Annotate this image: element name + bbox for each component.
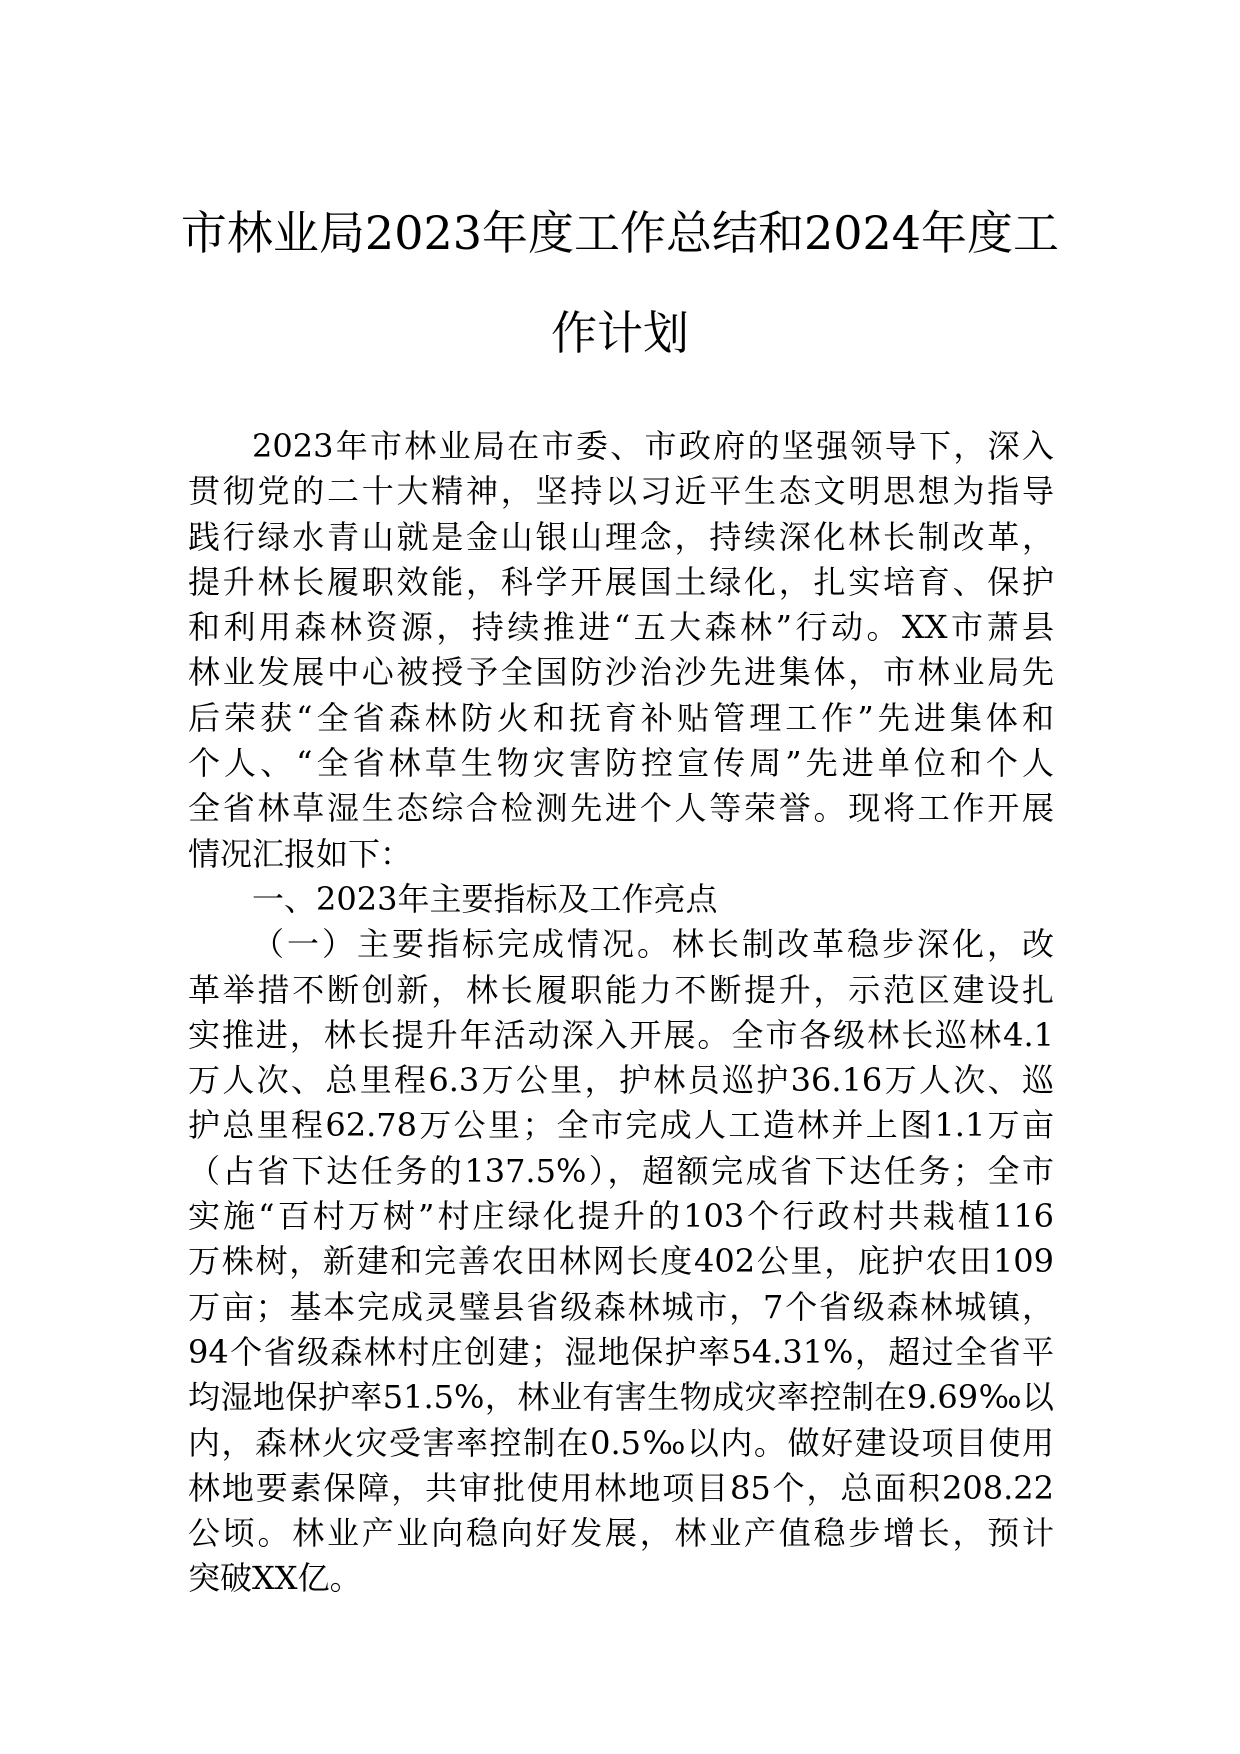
- section-heading: 一、2023年主要指标及工作亮点: [252, 879, 718, 918]
- paragraph-line: 突破XX亿。: [188, 1559, 362, 1598]
- document-title: [170, 183, 1070, 383]
- paragraph-line: 万亩；基本完成灵璧县省级森林城市，7个省级森林城镇，: [188, 1287, 1054, 1326]
- paragraph-line: 实推进，林长提升年活动深入开展。全市各级林长巡林4.1: [188, 1015, 1054, 1054]
- paragraph-line: 万人次、总里程6.3万公里，护林员巡护36.16万人次、巡: [188, 1061, 1054, 1100]
- paragraph-line: 护总里程62.78万公里；全市完成人工造林并上图1.1万亩: [188, 1106, 1054, 1145]
- paragraph-line: 林地要素保障，共审批使用林地项目85个，总面积208.22: [188, 1468, 1054, 1507]
- title-line: 市林业局2023年度工作总结和2024年度工: [180, 206, 1060, 260]
- paragraph-line: 情况汇报如下：: [188, 834, 413, 873]
- paragraph-line: 全省林草湿生态综合检测先进个人等荣誉。现将工作开展: [188, 789, 1054, 828]
- paragraph-line: 实施“百村万树”村庄绿化提升的103个行政村共栽植116: [188, 1197, 1054, 1236]
- document-body: [188, 424, 1054, 1602]
- paragraph-line: 践行绿水青山就是金山银山理念，持续深化林长制改革，: [188, 517, 1054, 556]
- paragraph-line: 2023年市林业局在市委、市政府的坚强领导下，深入: [252, 427, 1054, 465]
- paragraph-line: 均湿地保护率51.5%，林业有害生物成灾率控制在9.69‰以: [188, 1378, 1054, 1417]
- paragraph-line: 内，森林火灾受害率控制在0.5‰以内。做好建设项目使用: [188, 1423, 1054, 1462]
- paragraph-line: 提升林长履职效能，科学开展国土绿化，扎实培育、保护: [188, 562, 1054, 601]
- title-line: 作计划: [551, 306, 689, 360]
- paragraph-line: 后荣获“全省森林防火和抚育补贴管理工作”先进集体和: [188, 698, 1054, 737]
- paragraph-line: 公顷。林业产业向稳向好发展，林业产值稳步增长，预计: [188, 1514, 1054, 1553]
- subsection-paragraph: [188, 922, 1054, 1601]
- paragraph-line: 94个省级森林村庄创建；湿地保护率54.31%，超过全省平: [188, 1332, 1054, 1371]
- paragraph-line: 林业发展中心被授予全国防沙治沙先进集体，市林业局先: [188, 653, 1054, 692]
- paragraph-line: 和利用森林资源，持续推进“五大森林”行动。XX市萧县: [188, 608, 1054, 647]
- paragraph-line: 万株树，新建和完善农田林网长度402公里，庇护农田109: [188, 1242, 1054, 1281]
- paragraph-line: 个人、“全省林草生物灾害防控宣传周”先进单位和个人: [188, 744, 1054, 783]
- paragraph-line: （占省下达任务的137.5%），超额完成省下达任务；全市: [188, 1151, 1054, 1190]
- paragraph-line: 革举措不断创新，林长履职能力不断提升，示范区建设扎: [188, 970, 1054, 1009]
- paragraph-line: （一）主要指标完成情况。林长制改革稳步深化，改: [252, 925, 1054, 964]
- intro-paragraph: [188, 424, 1054, 877]
- paragraph-line: 贯彻党的二十大精神，坚持以习近平生态文明思想为指导: [188, 472, 1054, 511]
